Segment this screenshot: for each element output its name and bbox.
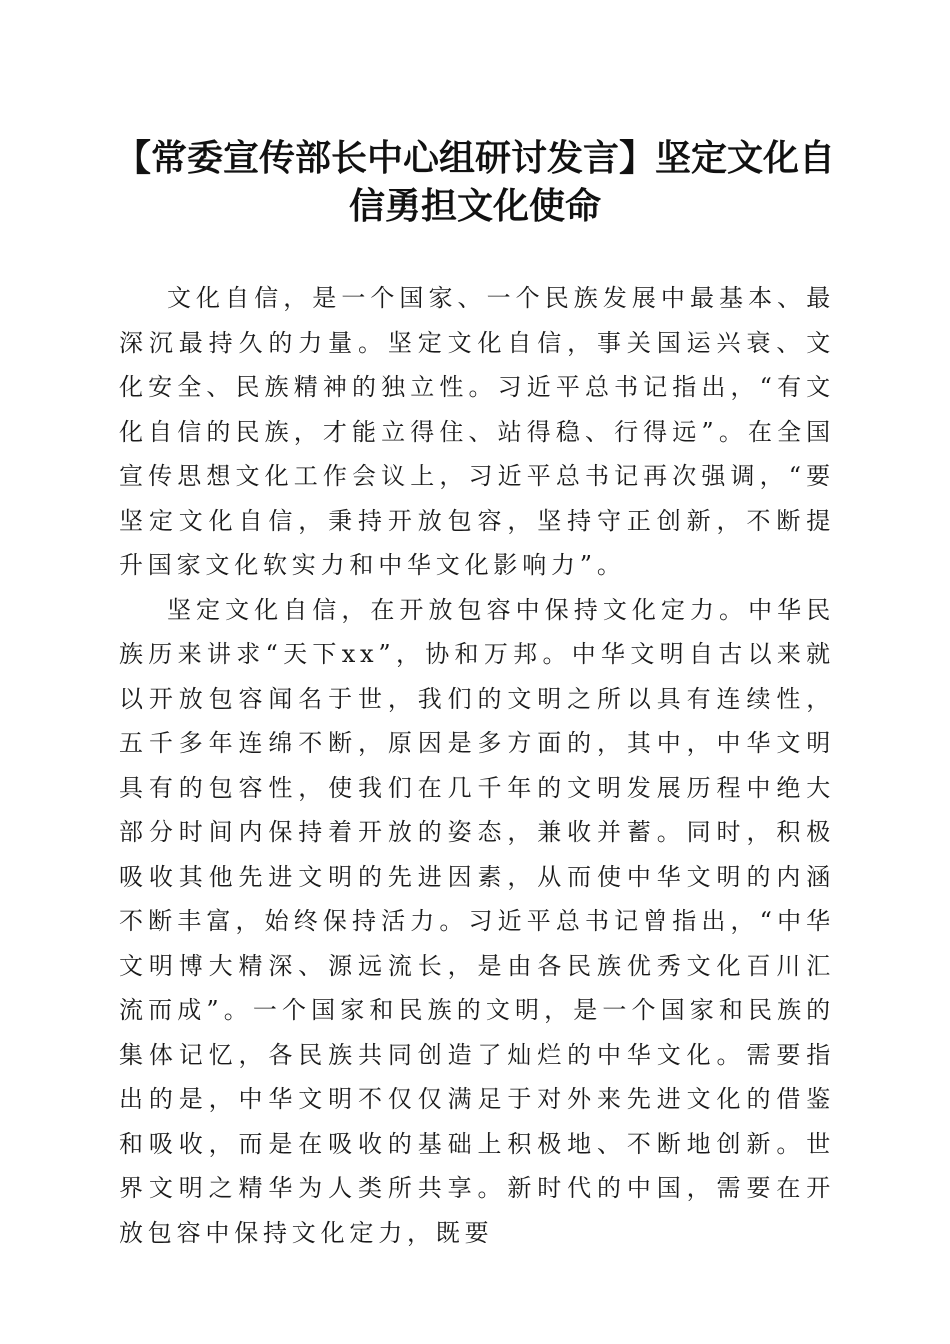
paragraph-openness-inclusiveness: 坚定文化自信，在开放包容中保持文化定力。中华民族历来讲求“天下xx”，协和万邦。中华文明自古以来就以开放包容闻名于世，我们的文明之所以具有连续性，五千多年连绵不断，原因是多方面的，其中，中华文明具有的包容性，使我们在几千年的文明发展历程中绝大部分时间内保持着开放的姿态，兼收并蓄。同时，积极吸收其他先进文明的先进因素，从而使中华文明的内涵不断丰富，始终保持活力。习近平总书记曾指出，“中华文明博大精深、源远流长，是由各民族优秀文化百川汇流而成”。一个国家和民族的文明，是一个国家和民族的集体记忆，各民族共同创造了灿烂的中华文化。需要指出的是，中华文明不仅仅满足于对外来先进文化的借鉴和吸收，而是在吸收的基础上积极地、不断地创新。世界文明之精华为人类所共享。新时代的中国，需要在开放包容中保持文化定力，既要	[119, 595, 835, 1247]
document-title: 【常委宣传部长中心组研讨发言】坚定文化自信勇担文化使命	[114, 137, 835, 227]
paragraph-cultural-confidence: 文化自信，是一个国家、一个民族发展中最基本、最深沉最持久的力量。坚定文化自信，事关国运兴衰、文化安全、民族精神的独立性。习近平总书记指出，“有文化自信的民族，才能立得住、站得稳、行得远”。在全国宣传思想文化工作会议上，习近平总书记再次强调，“要坚定文化自信，秉持开放包容，坚持守正创新，不断提升国家文化软实力和中华文化影响力”。	[119, 284, 835, 579]
document-body	[119, 276, 835, 1255]
